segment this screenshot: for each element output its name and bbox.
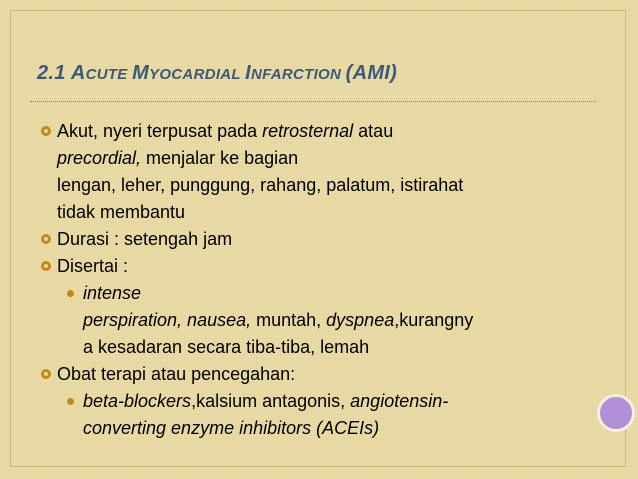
text-segment: muntah,: [251, 310, 327, 330]
text-segment: Durasi : setengah jam: [57, 229, 233, 249]
text-segment: dyspnea: [326, 310, 395, 330]
title-part: 2.1 A: [37, 62, 86, 84]
text-segment: a kesadaran secara tiba-tiba, lemah: [83, 337, 370, 357]
text-line: [83, 282, 141, 304]
text-line: [83, 336, 369, 358]
text-segment: precordial,: [57, 148, 142, 168]
text-segment: tidak membantu: [57, 202, 186, 222]
dot-bullet-icon: [67, 290, 74, 297]
text-segment: ,kalsium antagonis,: [191, 391, 351, 411]
text-line: [57, 147, 298, 169]
text-segment: atau: [353, 121, 394, 141]
text-segment: converting enzyme inhibitors (ACEIs): [83, 418, 380, 438]
text-line: [57, 120, 393, 142]
decorative-circle: [597, 394, 635, 432]
text-segment: Obat terapi atau pencegahan:: [57, 364, 296, 384]
text-line: [57, 363, 295, 385]
title-part: I: [245, 62, 251, 84]
text-segment: Disertai :: [57, 256, 129, 276]
ring-bullet-icon: [41, 261, 51, 271]
text-segment: lengan, leher, punggung, rahang, palatum, istirahat: [57, 175, 464, 195]
text-line: [83, 390, 448, 412]
text-segment: angiotensin-: [350, 391, 449, 411]
dot-bullet-icon: [67, 398, 74, 405]
text-segment: Akut, nyeri terpusat pada: [57, 121, 263, 141]
text-line: [83, 309, 473, 331]
text-segment: menjalar ke bagian: [141, 148, 299, 168]
ring-bullet-icon: [41, 126, 51, 136]
title-part: CUTE: [85, 66, 133, 83]
text-segment: ,kurangny: [394, 310, 474, 330]
text-segment: perspiration, nausea,: [83, 310, 252, 330]
ring-bullet-icon: [41, 234, 51, 244]
title-part: NFARCTION: [250, 66, 346, 83]
title-part: YOCARDIAL: [149, 66, 246, 83]
text-line: [83, 417, 379, 439]
title-part: (AMI): [345, 62, 398, 84]
text-line: [57, 201, 185, 223]
text-segment: beta-blockers: [83, 391, 192, 411]
text-segment: intense: [83, 283, 142, 303]
text-line: [57, 255, 128, 277]
text-line: [57, 228, 232, 250]
title-part: M: [132, 62, 150, 84]
text-segment: retrosternal: [262, 121, 354, 141]
text-line: [57, 174, 463, 196]
ring-bullet-icon: [41, 369, 51, 379]
